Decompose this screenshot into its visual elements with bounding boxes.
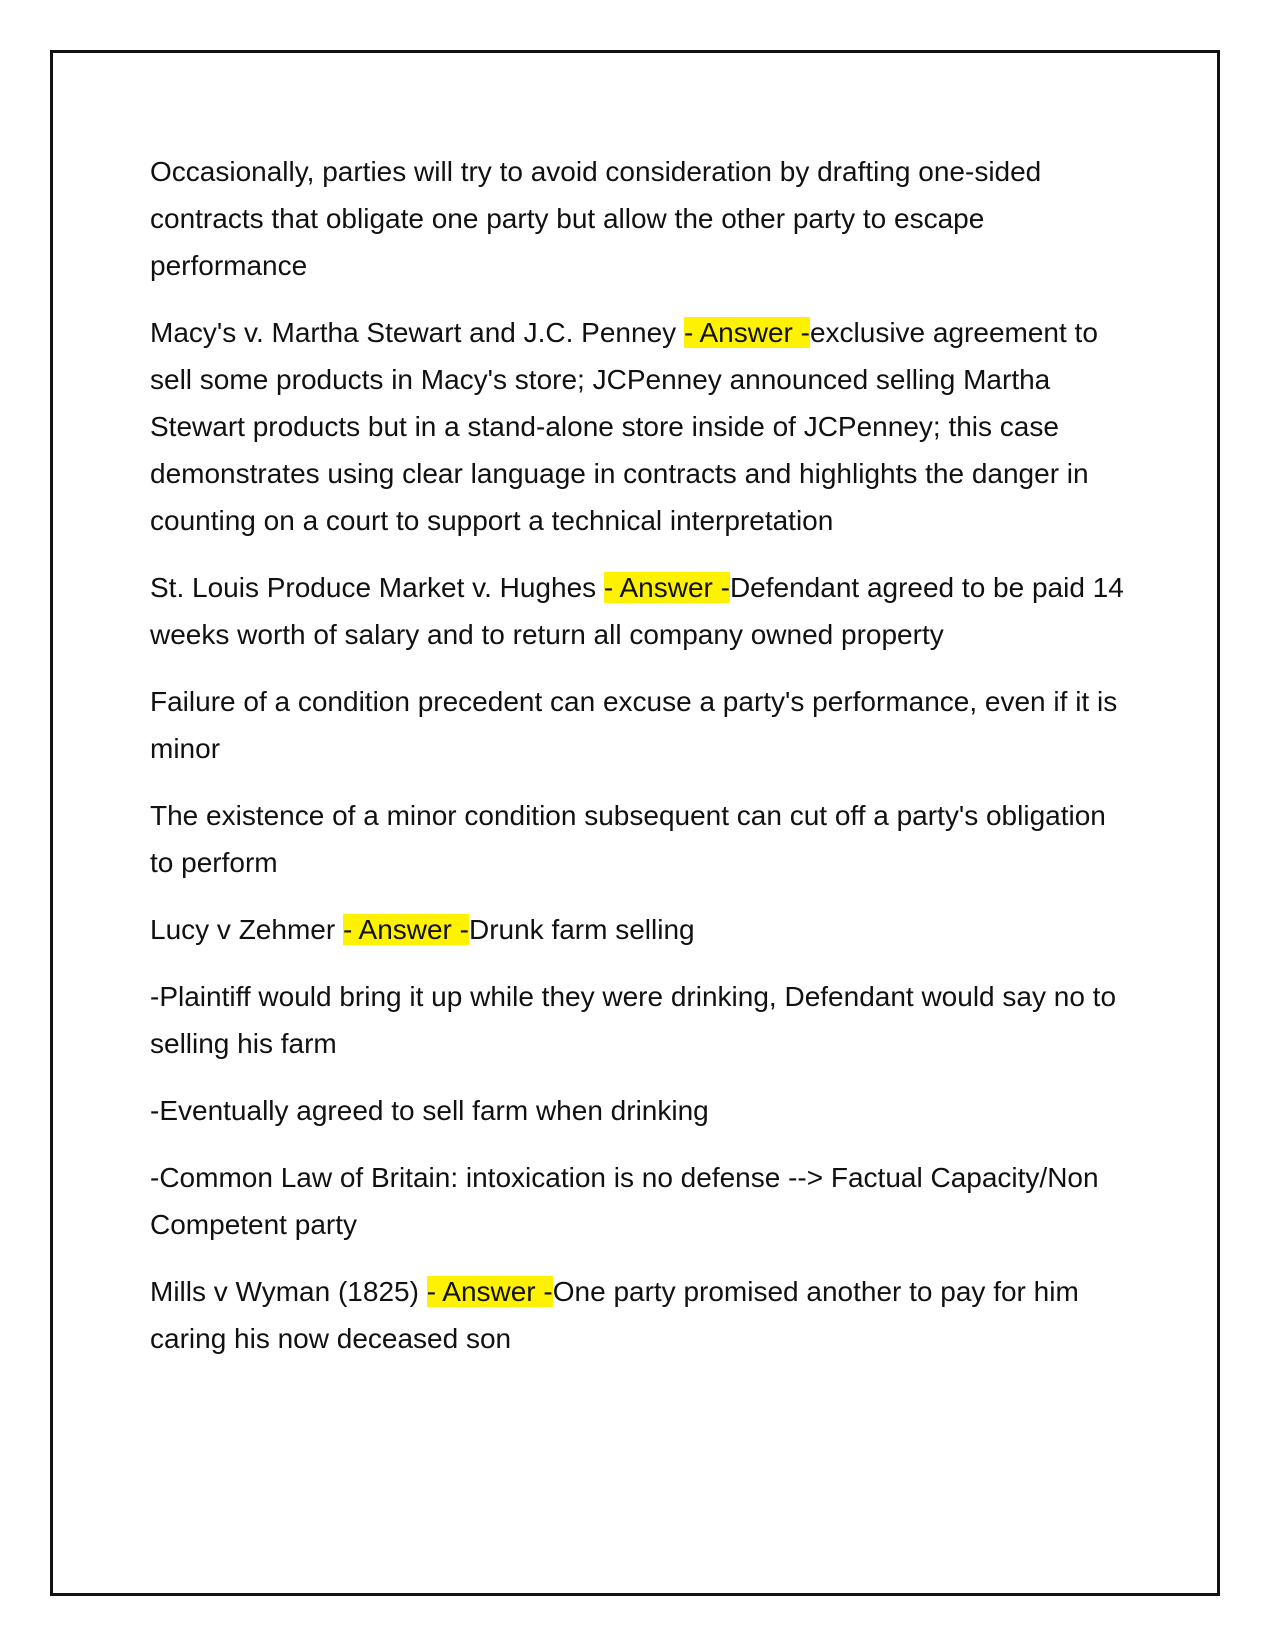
card-term: Mills v Wyman (1825) <box>150 1276 427 1307</box>
paragraph-condition-subsequent: The existence of a minor condition subsequent can cut off a party's obligation to perform <box>150 800 1106 878</box>
answer-marker-highlight: - Answer - <box>603 572 730 603</box>
card-answer: One party promised another to pay for him caring his now deceased son <box>150 1276 1079 1354</box>
flashcard-lucy-v-zehmer <box>150 906 1125 953</box>
paragraph-consideration-note: Occasionally, parties will try to avoid consideration by drafting one-sided contracts that obligate one party but allow the other party to escape performance <box>150 156 1042 281</box>
card-answer: exclusive agreement to sell some products in Macy's store; JCPenney announced selling Martha Stewart products but in a stand-alone store inside of JCPenney; this case demonstrates using clear language in contracts and highlights the danger in counting on a court to support a technical interpretation <box>150 317 1098 536</box>
paragraph-condition-precedent: Failure of a condition precedent can excuse a party's performance, even if it is minor <box>150 686 1118 764</box>
paragraph-eventually-agreed: -Eventually agreed to sell farm when drinking <box>150 1095 709 1126</box>
flashcard-macys-v-martha-stewart <box>150 309 1125 544</box>
document-body <box>150 148 1125 1382</box>
paragraph-plaintiff-note: -Plaintiff would bring it up while they were drinking, Defendant would say no to selling his farm <box>150 981 1117 1059</box>
flashcard-st-louis-produce-market <box>150 564 1125 658</box>
answer-marker-highlight: - Answer - <box>683 317 810 348</box>
card-answer: Drunk farm selling <box>468 914 695 945</box>
answer-marker-highlight: - Answer - <box>342 914 469 945</box>
card-term: Macy's v. Martha Stewart and J.C. Penney <box>150 317 684 348</box>
card-term: Lucy v Zehmer <box>150 914 343 945</box>
answer-marker-highlight: - Answer - <box>426 1276 553 1307</box>
card-term: St. Louis Produce Market v. Hughes <box>150 572 604 603</box>
flashcard-mills-v-wyman <box>150 1268 1125 1362</box>
card-answer: Defendant agreed to be paid 14 weeks worth of salary and to return all company owned property <box>150 572 1124 650</box>
paragraph-common-law-britain: -Common Law of Britain: intoxication is no defense --> Factual Capacity/Non Competent party <box>150 1162 1099 1240</box>
